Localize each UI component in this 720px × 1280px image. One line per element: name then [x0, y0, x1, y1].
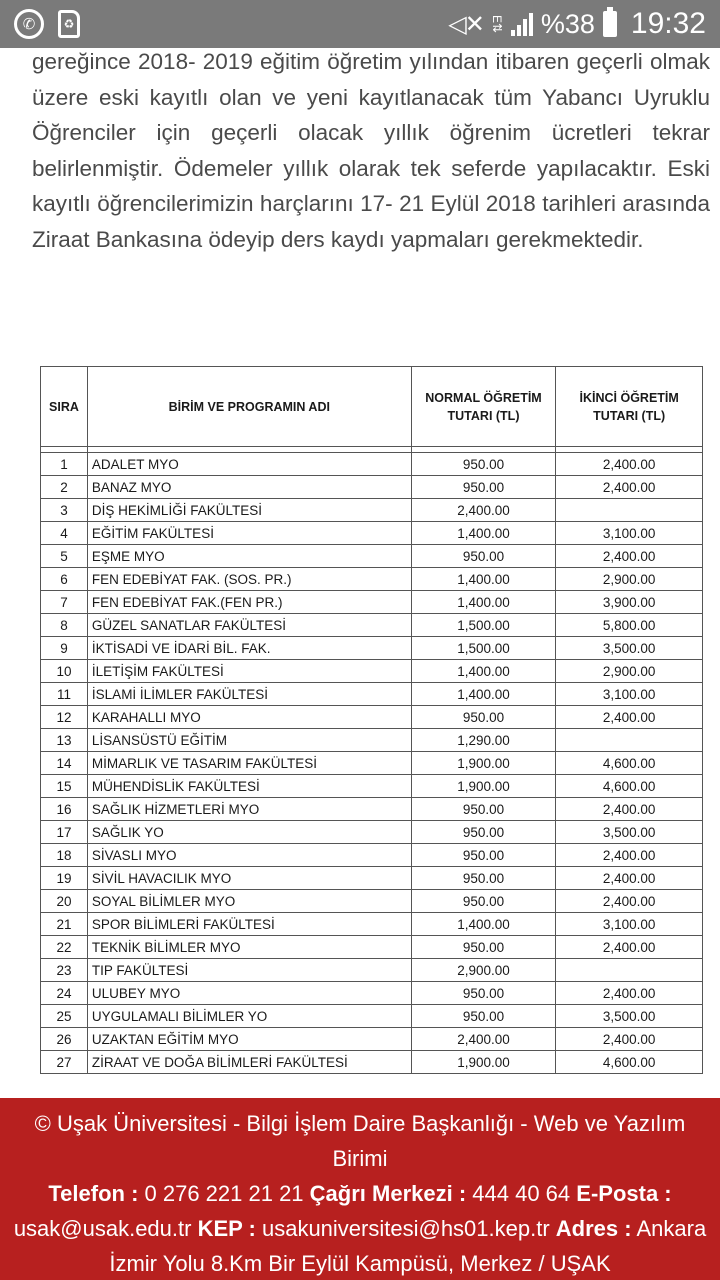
- normal-fee: 1,400.00: [411, 591, 556, 614]
- normal-fee: 950.00: [411, 453, 556, 476]
- second-fee: [556, 499, 703, 522]
- announcement-text: [32, 44, 710, 257]
- footer-copyright: © Uşak Üniversitesi - Bilgi İşlem Daire Başkanlığı - Web ve Yazılım Birimi: [34, 1111, 686, 1171]
- table-row: [41, 545, 703, 568]
- table-row: [41, 499, 703, 522]
- kep-label: KEP :: [197, 1216, 256, 1241]
- table-row: [41, 844, 703, 867]
- postal-address: Ankara İzmir Yolu 8.Km Bir Eylül Kampüsü, Merkez / UŞAK: [109, 1216, 707, 1276]
- normal-fee: 1,400.00: [411, 683, 556, 706]
- row-number: 2: [41, 476, 88, 499]
- program-name: FEN EDEBİYAT FAK.(FEN PR.): [87, 591, 411, 614]
- table-row: [41, 729, 703, 752]
- table-row: [41, 775, 703, 798]
- table-row: [41, 1051, 703, 1074]
- program-name: UZAKTAN EĞİTİM MYO: [87, 1028, 411, 1051]
- callcenter-number[interactable]: 444 40 64: [466, 1181, 577, 1206]
- sd-card-icon: ♻: [58, 10, 80, 38]
- normal-fee: 950.00: [411, 890, 556, 913]
- header-second-line1: İKİNCİ ÖĞRETİM: [579, 390, 679, 405]
- header-second-line2: TUTARI (TL): [593, 408, 666, 423]
- kep-address[interactable]: usakuniversitesi@hs01.kep.tr: [255, 1216, 556, 1241]
- table-row: [41, 476, 703, 499]
- table-row: [41, 982, 703, 1005]
- row-number: 11: [41, 683, 88, 706]
- program-name: SAĞLIK YO: [87, 821, 411, 844]
- table-row: [41, 706, 703, 729]
- second-fee: 4,600.00: [556, 1051, 703, 1074]
- header-normal-line2: TUTARI (TL): [447, 408, 520, 423]
- second-fee: 2,400.00: [556, 982, 703, 1005]
- second-fee: 2,400.00: [556, 1028, 703, 1051]
- header-normal-line1: NORMAL ÖĞRETİM: [425, 390, 542, 405]
- program-name: LİSANSÜSTÜ EĞİTİM: [87, 729, 411, 752]
- normal-fee: 1,400.00: [411, 568, 556, 591]
- row-number: 23: [41, 959, 88, 982]
- second-fee: 2,400.00: [556, 453, 703, 476]
- row-number: 12: [41, 706, 88, 729]
- table-row: [41, 614, 703, 637]
- program-name: SOYAL BİLİMLER MYO: [87, 890, 411, 913]
- normal-fee: 1,500.00: [411, 614, 556, 637]
- second-fee: 2,400.00: [556, 798, 703, 821]
- row-number: 18: [41, 844, 88, 867]
- normal-fee: 950.00: [411, 821, 556, 844]
- mute-icon: ◁✕: [448, 10, 483, 38]
- program-name: DİŞ HEKİMLİĞİ FAKÜLTESİ: [87, 499, 411, 522]
- table-row: [41, 1005, 703, 1028]
- email-label: E-Posta :: [576, 1181, 672, 1206]
- second-fee: 2,400.00: [556, 476, 703, 499]
- status-bar: [0, 0, 720, 48]
- announcement-paragraph: gereğince 2018- 2019 eğitim öğretim yılından itibaren geçerli olmak üzere eski kayıtlı olan ve yeni kayıtlanacak tüm Yabancı Uyruklu Öğrenciler için geçerli olacak yıllık öğrenim ücretleri tekrar belirlenmiştir. Ödemeler yıllık olarak tek seferde yapılacaktır. Eski kayıtlı öğrencilerimizin harçlarını 17- 21 Eylül 2018 tarihleri arasında Ziraat Bankasına ödeyip ders kaydı yapmaları gerekmektedir.: [32, 49, 710, 252]
- second-fee: 3,500.00: [556, 1005, 703, 1028]
- normal-fee: 2,400.00: [411, 499, 556, 522]
- second-fee: 3,100.00: [556, 522, 703, 545]
- table-body: [41, 453, 703, 1074]
- program-name: ADALET MYO: [87, 453, 411, 476]
- program-name: İLETİŞİM FAKÜLTESİ: [87, 660, 411, 683]
- row-number: 21: [41, 913, 88, 936]
- row-number: 25: [41, 1005, 88, 1028]
- footer-contact: [0, 1176, 720, 1280]
- row-number: 8: [41, 614, 88, 637]
- row-number: 3: [41, 499, 88, 522]
- header-name: BİRİM VE PROGRAMIN ADI: [87, 367, 411, 447]
- program-name: İKTİSADİ VE İDARİ BİL. FAK.: [87, 637, 411, 660]
- table-row: [41, 568, 703, 591]
- second-fee: 3,900.00: [556, 591, 703, 614]
- phone-number[interactable]: 0 276 221 21 21: [138, 1181, 310, 1206]
- header-no: SIRA: [41, 367, 88, 447]
- second-fee: 2,400.00: [556, 844, 703, 867]
- table-row: [41, 1028, 703, 1051]
- normal-fee: 1,400.00: [411, 913, 556, 936]
- normal-fee: 950.00: [411, 1005, 556, 1028]
- table-row: [41, 798, 703, 821]
- program-name: SPOR BİLİMLERİ FAKÜLTESİ: [87, 913, 411, 936]
- normal-fee: 1,500.00: [411, 637, 556, 660]
- table-row: [41, 936, 703, 959]
- table-row: [41, 453, 703, 476]
- program-name: İSLAMİ İLİMLER FAKÜLTESİ: [87, 683, 411, 706]
- normal-fee: 1,900.00: [411, 752, 556, 775]
- second-fee: 4,600.00: [556, 775, 703, 798]
- table-header-row: [41, 367, 703, 447]
- row-number: 22: [41, 936, 88, 959]
- normal-fee: 1,900.00: [411, 1051, 556, 1074]
- row-number: 14: [41, 752, 88, 775]
- second-fee: [556, 729, 703, 752]
- table-row: [41, 752, 703, 775]
- program-name: FEN EDEBİYAT FAK. (SOS. PR.): [87, 568, 411, 591]
- row-number: 20: [41, 890, 88, 913]
- second-fee: 4,600.00: [556, 752, 703, 775]
- normal-fee: 1,400.00: [411, 660, 556, 683]
- normal-fee: 950.00: [411, 476, 556, 499]
- program-name: TEKNİK BİLİMLER MYO: [87, 936, 411, 959]
- normal-fee: 950.00: [411, 844, 556, 867]
- row-number: 9: [41, 637, 88, 660]
- program-name: KARAHALLI MYO: [87, 706, 411, 729]
- clock: 19:32: [630, 7, 706, 40]
- normal-fee: 950.00: [411, 798, 556, 821]
- second-fee: [556, 959, 703, 982]
- row-number: 4: [41, 522, 88, 545]
- table-row: [41, 660, 703, 683]
- second-fee: 2,400.00: [556, 867, 703, 890]
- normal-fee: 1,400.00: [411, 522, 556, 545]
- battery-icon: [603, 11, 617, 37]
- header-second: [556, 367, 703, 447]
- row-number: 17: [41, 821, 88, 844]
- row-number: 27: [41, 1051, 88, 1074]
- normal-fee: 950.00: [411, 982, 556, 1005]
- normal-fee: 950.00: [411, 706, 556, 729]
- site-footer: [0, 1098, 720, 1280]
- normal-fee: 950.00: [411, 545, 556, 568]
- battery-percent: %38: [540, 8, 595, 39]
- program-name: EĞİTİM FAKÜLTESİ: [87, 522, 411, 545]
- second-fee: 5,800.00: [556, 614, 703, 637]
- whatsapp-icon: ✆: [14, 9, 44, 39]
- second-fee: 2,900.00: [556, 660, 703, 683]
- program-name: GÜZEL SANATLAR FAKÜLTESİ: [87, 614, 411, 637]
- table-row: [41, 867, 703, 890]
- second-fee: 2,400.00: [556, 936, 703, 959]
- second-fee: 2,900.00: [556, 568, 703, 591]
- signal-icon: [511, 12, 533, 36]
- normal-fee: 1,900.00: [411, 775, 556, 798]
- header-normal: [411, 367, 556, 447]
- normal-fee: 950.00: [411, 936, 556, 959]
- program-name: SİVASLI MYO: [87, 844, 411, 867]
- phone-label: Telefon :: [48, 1181, 139, 1206]
- callcenter-label: Çağrı Merkezi :: [309, 1181, 467, 1206]
- row-number: 13: [41, 729, 88, 752]
- program-name: ZİRAAT VE DOĞA BİLİMLERİ FAKÜLTESİ: [87, 1051, 411, 1074]
- email-link[interactable]: usak@usak.edu.tr: [13, 1216, 198, 1241]
- table-row: [41, 959, 703, 982]
- row-number: 19: [41, 867, 88, 890]
- second-fee: 3,500.00: [556, 821, 703, 844]
- table-row: [41, 637, 703, 660]
- program-name: UYGULAMALI BİLİMLER YO: [87, 1005, 411, 1028]
- normal-fee: 950.00: [411, 867, 556, 890]
- second-fee: 3,500.00: [556, 637, 703, 660]
- program-name: SİVİL HAVACILIK MYO: [87, 867, 411, 890]
- table-row: [41, 913, 703, 936]
- normal-fee: 1,290.00: [411, 729, 556, 752]
- normal-fee: 2,900.00: [411, 959, 556, 982]
- program-name: TIP FAKÜLTESİ: [87, 959, 411, 982]
- row-number: 6: [41, 568, 88, 591]
- table-row: [41, 683, 703, 706]
- data-transfer-icon: E⇅: [489, 14, 504, 34]
- program-name: MÜHENDİSLİK FAKÜLTESİ: [87, 775, 411, 798]
- second-fee: 2,400.00: [556, 890, 703, 913]
- row-number: 15: [41, 775, 88, 798]
- table-row: [41, 890, 703, 913]
- table-row: [41, 821, 703, 844]
- program-name: ULUBEY MYO: [87, 982, 411, 1005]
- row-number: 1: [41, 453, 88, 476]
- row-number: 5: [41, 545, 88, 568]
- second-fee: 2,400.00: [556, 706, 703, 729]
- second-fee: 2,400.00: [556, 545, 703, 568]
- second-fee: 3,100.00: [556, 683, 703, 706]
- program-name: BANAZ MYO: [87, 476, 411, 499]
- normal-fee: 2,400.00: [411, 1028, 556, 1051]
- row-number: 10: [41, 660, 88, 683]
- row-number: 7: [41, 591, 88, 614]
- program-name: SAĞLIK HİZMETLERİ MYO: [87, 798, 411, 821]
- program-name: MİMARLIK VE TASARIM FAKÜLTESİ: [87, 752, 411, 775]
- table-row: [41, 522, 703, 545]
- second-fee: 3,100.00: [556, 913, 703, 936]
- row-number: 16: [41, 798, 88, 821]
- address-label: Adres :: [555, 1216, 632, 1241]
- table-row: [41, 591, 703, 614]
- tuition-fee-table: [40, 366, 703, 1074]
- row-number: 24: [41, 982, 88, 1005]
- row-number: 26: [41, 1028, 88, 1051]
- program-name: EŞME MYO: [87, 545, 411, 568]
